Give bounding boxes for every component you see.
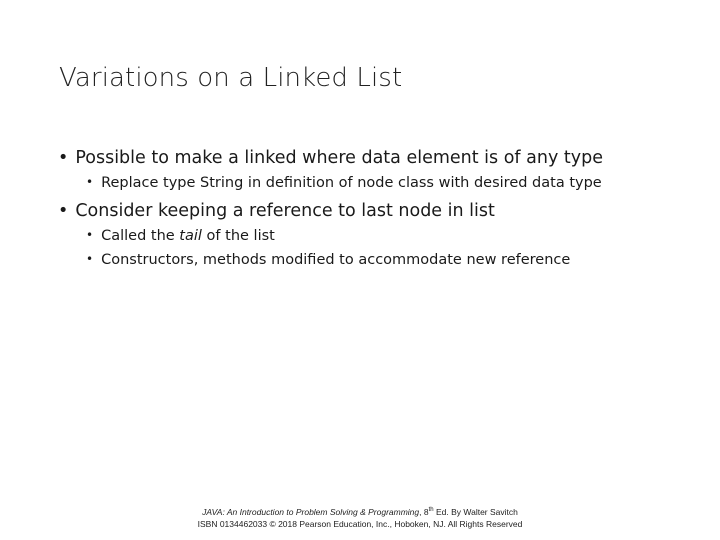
bullet-text: Possible to make a linked where data element is of any type <box>75 148 603 168</box>
bullet-glyph: • <box>86 252 94 266</box>
footer-book-title: JAVA: An Introduction to Problem Solving & Programming <box>202 507 420 517</box>
bullet-glyph: • <box>58 201 69 221</box>
bullet-glyph: • <box>86 175 94 189</box>
bullet-level1 <box>58 201 495 221</box>
bullet-glyph: • <box>58 148 69 168</box>
bullet-text-emphasis: tail <box>179 228 202 244</box>
bullet-text: Constructors, methods modified to accommodate new reference <box>101 252 571 268</box>
bullet-text: Replace type String in definition of node class with desired data type <box>101 175 602 191</box>
footer-author: Ed. By Walter Savitch <box>433 507 518 517</box>
bullet-text-before: Called the <box>101 228 180 244</box>
bullet-level2 <box>86 228 275 244</box>
slide-title: Variations on a Linked List <box>59 63 403 93</box>
footer-edition-number: 8 <box>423 507 429 517</box>
bullet-text: Consider keeping a reference to last node in list <box>75 201 495 221</box>
footer-edition-suffix: th <box>428 507 434 514</box>
bullet-glyph: • <box>86 228 94 242</box>
bullet-level2 <box>86 175 602 191</box>
bullet-level2 <box>86 252 570 268</box>
bullet-level1 <box>58 148 603 168</box>
bullet-text-after: of the list <box>201 228 275 244</box>
footer-separator: , <box>419 507 424 517</box>
footer-copyright: ISBN 0134462033 © 2018 Pearson Education, Inc., Hoboken, NJ. All Rights Reserved <box>197 519 523 529</box>
footer-citation <box>0 507 720 517</box>
